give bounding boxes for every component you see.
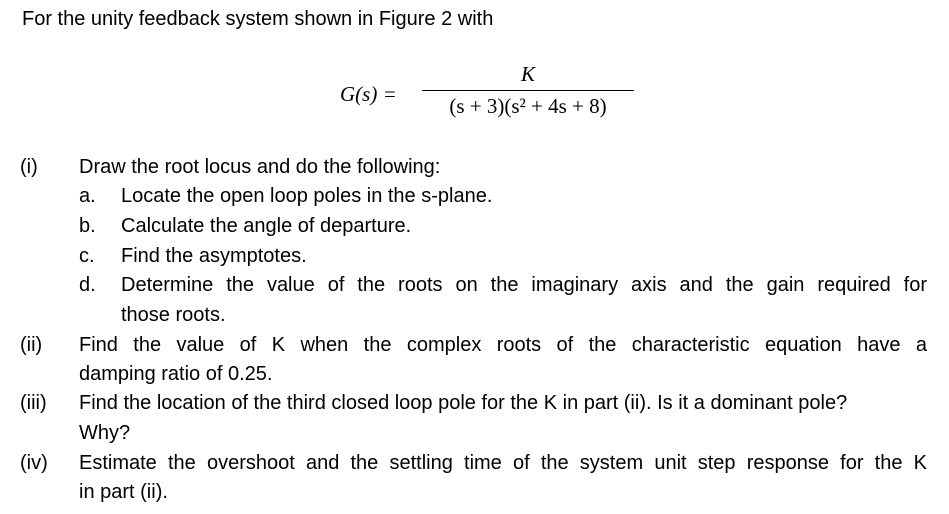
item-i-text: Draw the root locus and do the following: [79, 156, 441, 178]
item-iii-text-line1: Find the location of the third closed loop pole for the K in part (ii). Is it a dominant pole? [79, 392, 848, 414]
subitem-d-text-line2: those roots. [121, 304, 226, 326]
item-iv-text-line1: Estimate the overshoot and the settling time of the system unit step response for the K [79, 452, 927, 474]
item-ii-text-line2: damping ratio of 0.25. [79, 363, 273, 385]
subitem-a-text: Locate the open loop poles in the s-plane. [121, 185, 493, 207]
item-iii-text-line2: Why? [79, 422, 131, 444]
transfer-function-lhs: G(s) = [340, 82, 397, 106]
item-marker-iv: (iv) [20, 452, 48, 474]
subitem-marker-c: c. [79, 245, 95, 267]
item-marker-ii: (ii) [20, 334, 43, 356]
subitem-marker-b: b. [79, 215, 96, 237]
subitem-marker-a: a. [79, 185, 96, 207]
item-ii-text-line1: Find the value of K when the complex roots of the characteristic equation have a [79, 334, 927, 356]
problem-intro: For the unity feedback system shown in Figure 2 with [22, 8, 494, 30]
item-marker-i: (i) [20, 156, 38, 178]
item-iv-text-line2: in part (ii). [79, 481, 168, 503]
subitem-marker-d: d. [79, 274, 96, 296]
subitem-c-text: Find the asymptotes. [121, 245, 307, 267]
item-marker-iii: (iii) [20, 392, 47, 414]
subitem-b-text: Calculate the angle of departure. [121, 215, 412, 237]
subitem-d-text-line1: Determine the value of the roots on the imaginary axis and the gain required for [121, 274, 927, 296]
fraction-denominator: (s + 3)(s² + 4s + 8) [449, 94, 607, 119]
fraction-bar [422, 90, 634, 91]
fraction-numerator: K [520, 62, 535, 86]
transfer-function-fraction [422, 62, 634, 119]
